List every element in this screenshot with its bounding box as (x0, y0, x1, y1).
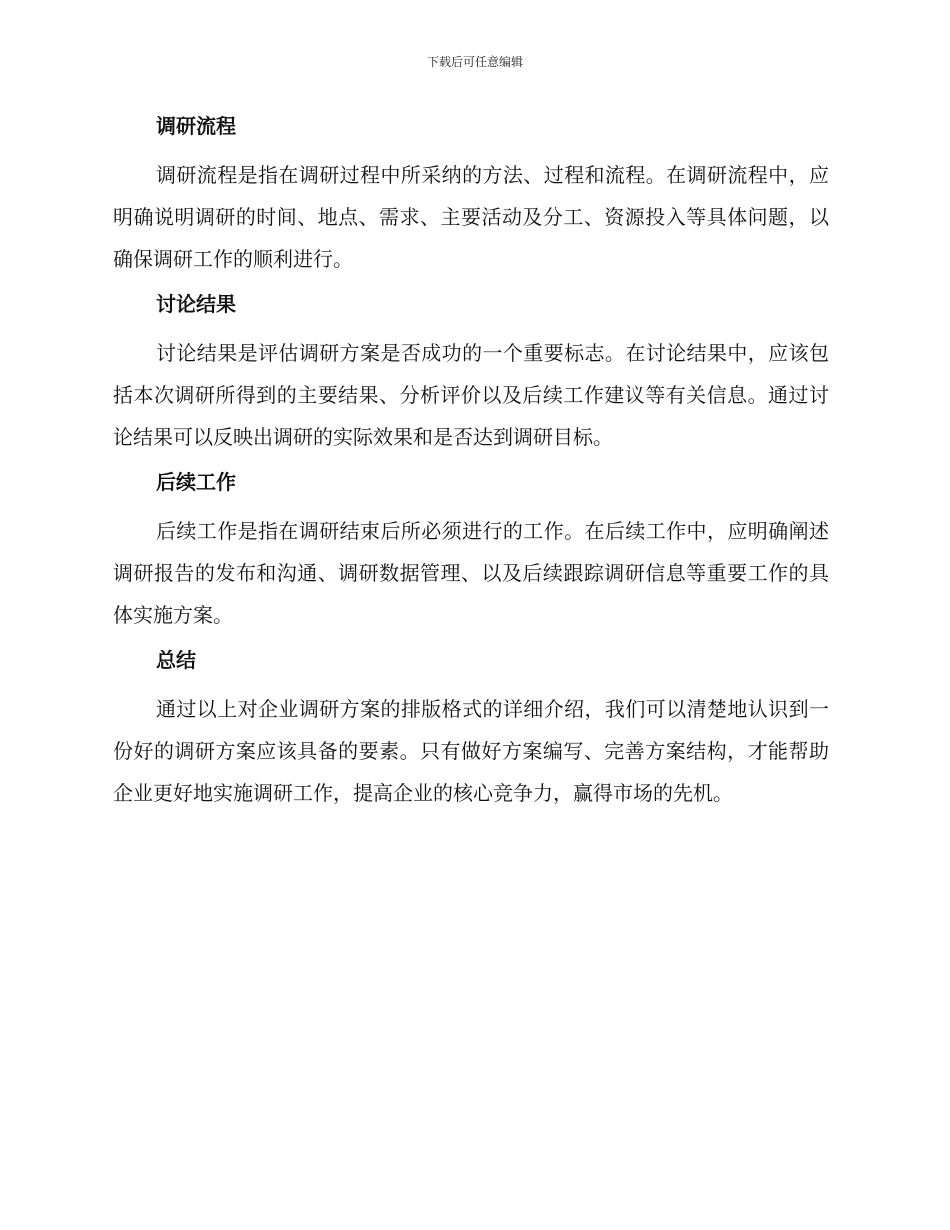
page-header: 下载后可任意编辑 (426, 55, 523, 69)
document-content (113, 110, 829, 822)
section-paragraph: 讨论结果是评估调研方案是否成功的一个重要标志。在讨论结果中，应该包括本次调研所得到的主要结果、分析评价以及后续工作建议等有关信息。通过讨论结果可以反映出调研的实际效果和是否达到调研目标。 (113, 341, 829, 449)
section-summary (113, 644, 829, 814)
section-follow-up-work (113, 466, 829, 636)
section-paragraph: 后续工作是指在调研结束后所必须进行的工作。在后续工作中，应明确阐述调研报告的发布和沟通、调研数据管理、以及后续跟踪调研信息等重要工作的具体实施方案。 (113, 519, 829, 627)
section-heading: 后续工作 (156, 470, 236, 494)
section-heading: 讨论结果 (156, 292, 236, 316)
section-survey-process (113, 110, 829, 280)
section-heading: 调研流程 (156, 114, 236, 138)
section-paragraph: 调研流程是指在调研过程中所采纳的方法、过程和流程。在调研流程中，应明确说明调研的时间、地点、需求、主要活动及分工、资源投入等具体问题，以确保调研工作的顺利进行。 (113, 163, 829, 271)
section-heading: 总结 (156, 648, 196, 672)
section-paragraph: 通过以上对企业调研方案的排版格式的详细介绍，我们可以清楚地认识到一份好的调研方案应该具备的要素。只有做好方案编写、完善方案结构，才能帮助企业更好地实施调研工作，提高企业的核心竞争力，赢得市场的先机。 (113, 697, 829, 805)
section-discussion-results (113, 288, 829, 458)
